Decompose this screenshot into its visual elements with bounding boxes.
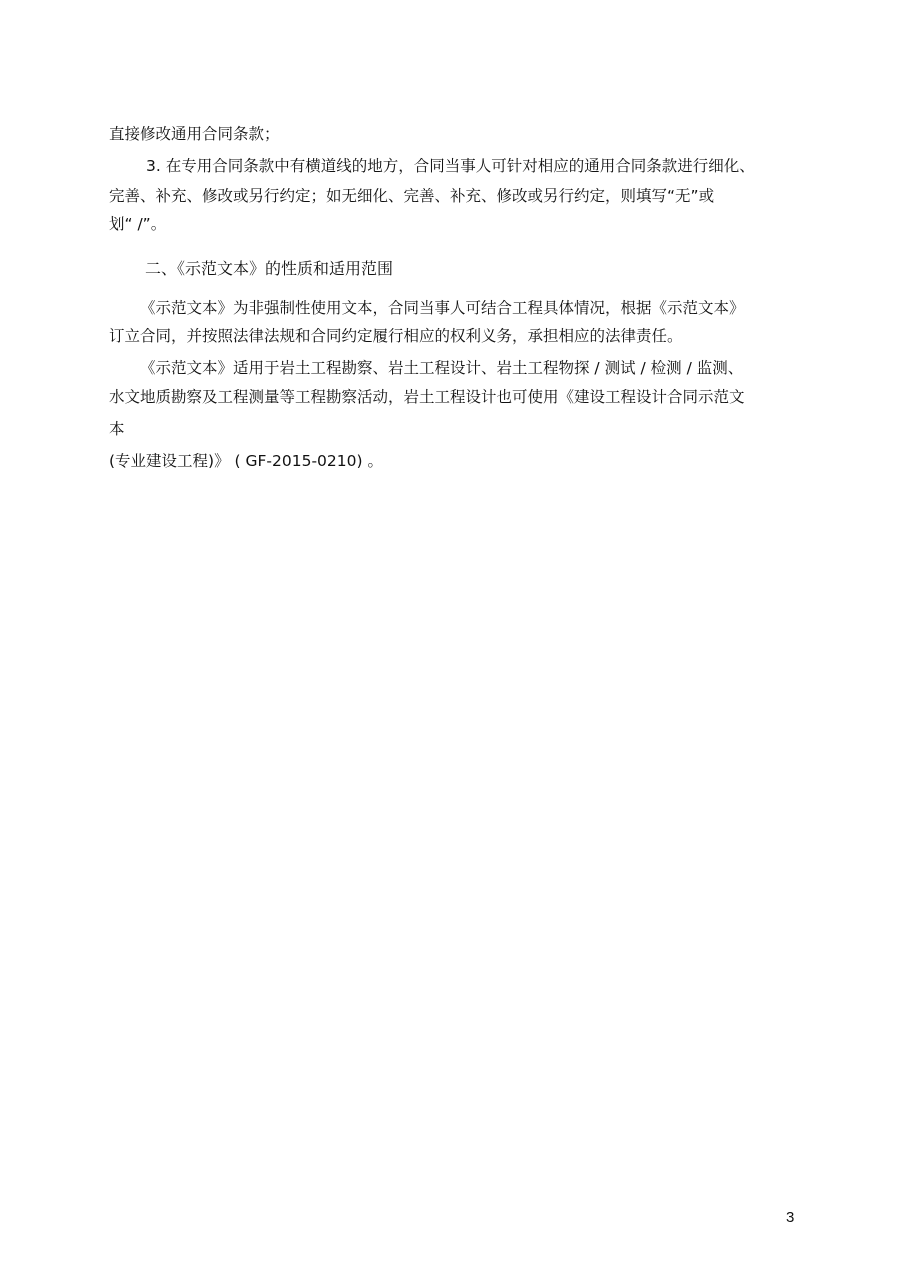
text-line-10: 本 bbox=[109, 420, 125, 438]
text-line-1: 直接修改通用合同条款； bbox=[109, 125, 280, 143]
text-line-6: 《示范文本》为非强制性使用文本，合同当事人可结合工程具体情况，根据《示范文本》 bbox=[140, 299, 745, 317]
text-line-7: 订立合同，并按照法律法规和合同约定履行相应的权利义务，承担相应的法律责任。 bbox=[109, 327, 683, 345]
text-line-9: 水文地质勘察及工程测量等工程勘察活动，岩土工程设计也可使用《建设工程设计合同示范文 bbox=[109, 388, 745, 406]
text-line-3: 完善、补充、修改或另行约定；如无细化、完善、补充、修改或另行约定，则填写“无”或 bbox=[109, 187, 715, 205]
text-line-8: 《示范文本》适用于岩土工程勘察、岩土工程设计、岩土工程物探 / 测试 / 检测 / 监测、 bbox=[140, 359, 744, 377]
text-line-2: 3. 在专用合同条款中有横道线的地方，合同当事人可针对相应的通用合同条款进行细化、 bbox=[146, 157, 755, 175]
text-line-4: 划“ /”。 bbox=[109, 215, 167, 233]
page-number: 3 bbox=[786, 1209, 795, 1226]
section-heading: 二、《示范文本》的性质和适用范围 bbox=[145, 259, 394, 278]
text-line-11: (专业建设工程)》 ( GF-2015-0210) 。 bbox=[109, 452, 383, 470]
